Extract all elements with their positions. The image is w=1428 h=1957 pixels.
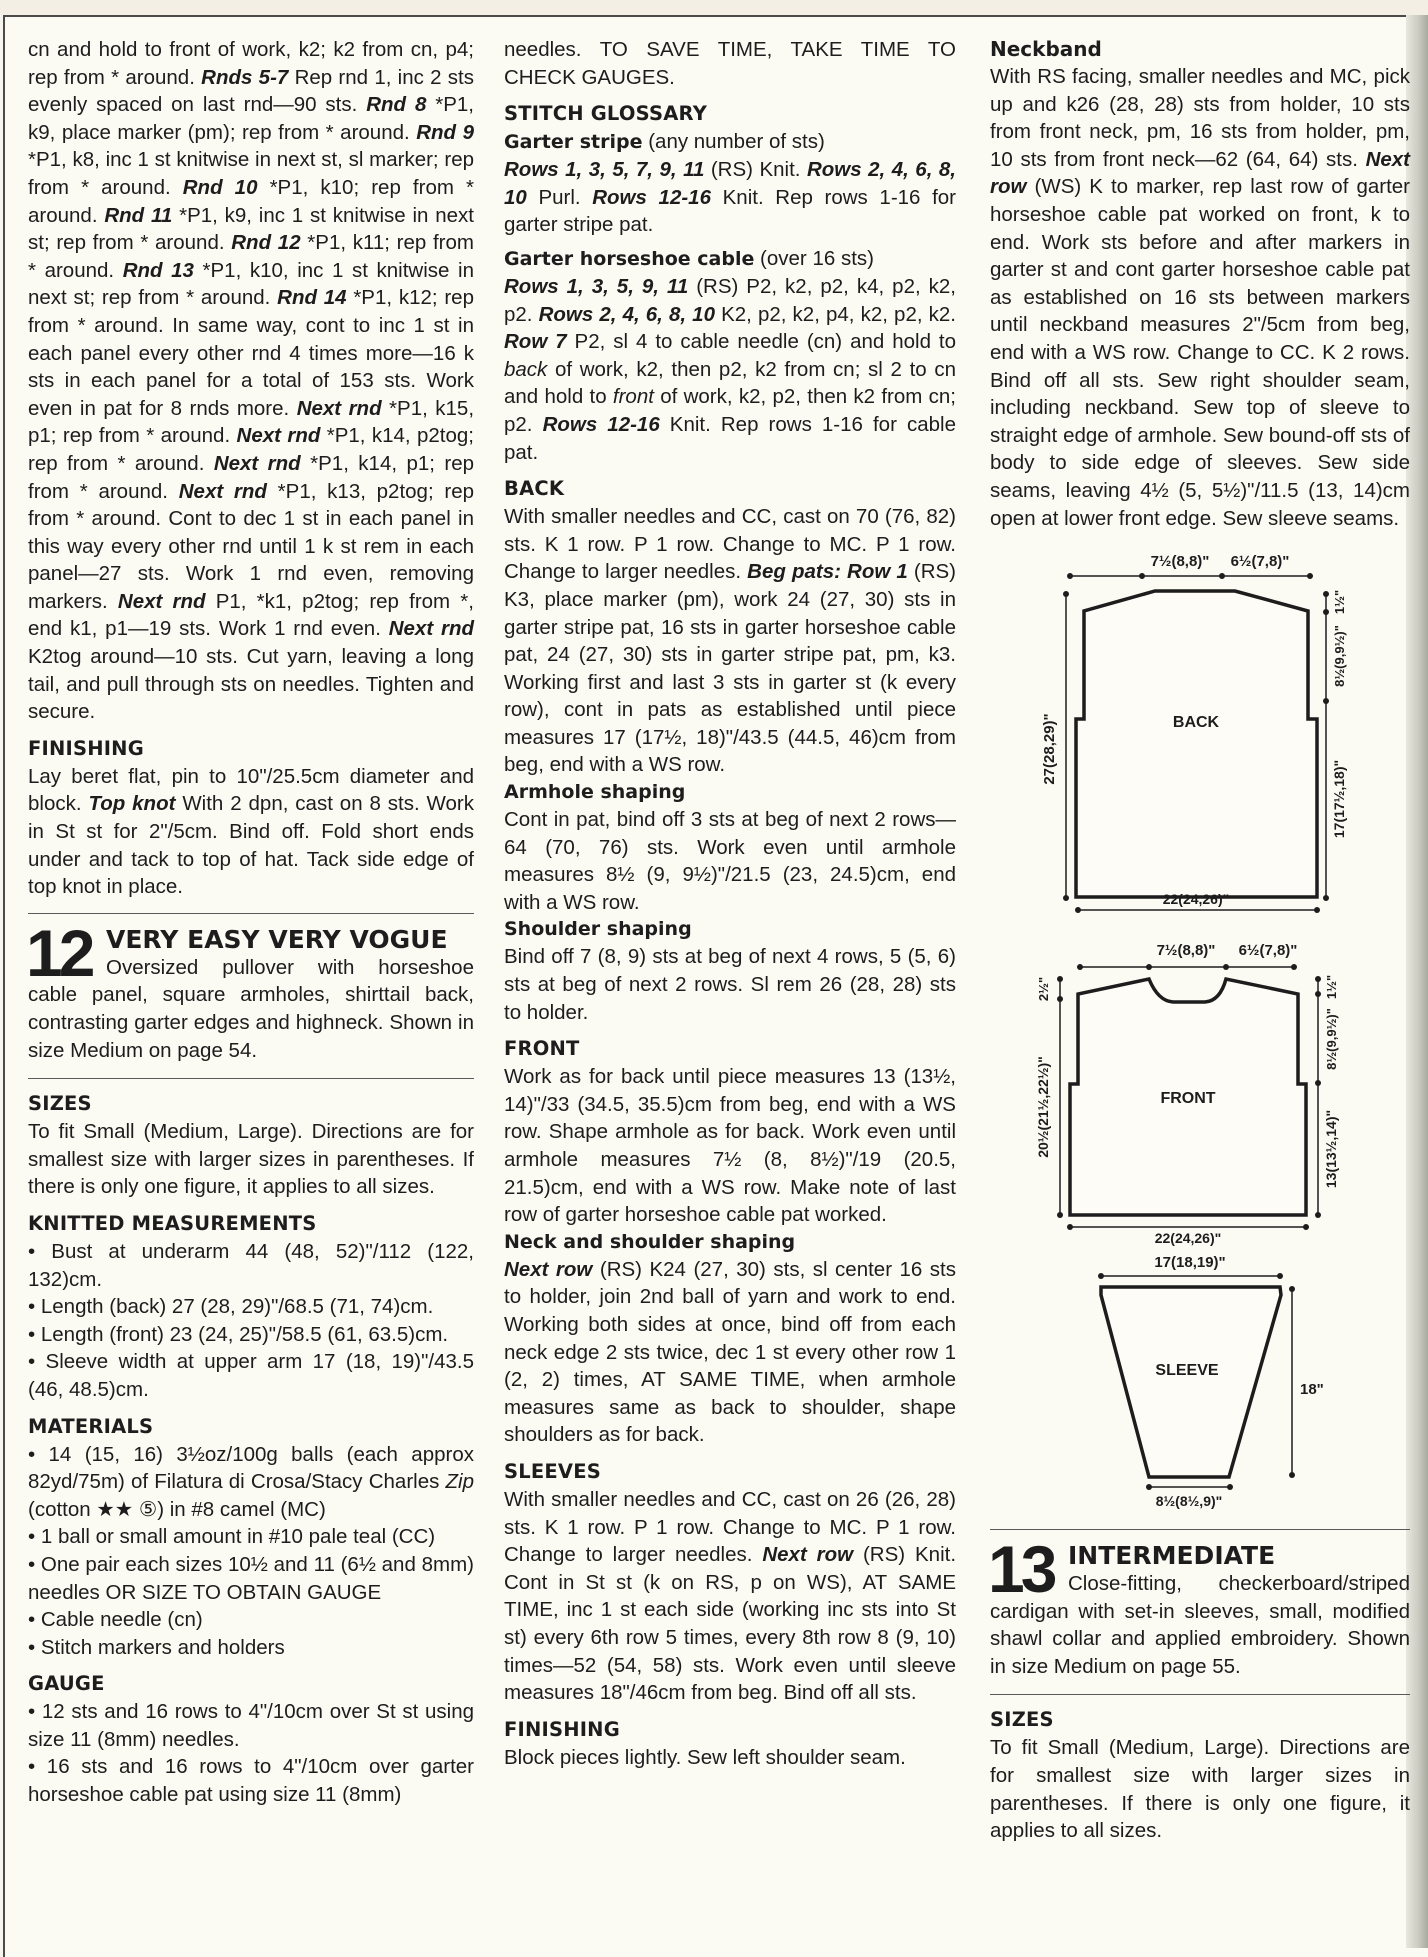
glossary-note: (any number of sts) [642, 130, 825, 154]
emphasis-label: Row 7 [504, 330, 567, 354]
emphasis-label: Top knot [88, 792, 176, 816]
emphasis-label: Rows 12-16 [592, 185, 711, 209]
section-divider [990, 1529, 1410, 1530]
glossary-horseshoe-cable [504, 273, 956, 466]
sizes-text: To fit Small (Medium, Large). Directions are for smallest size with larger sizes in parentheses. If there is only one figure, it applies to all sizes. [990, 1736, 1410, 1843]
text-run: (RS) K3, place marker (pm), work 24 (27, 30) sts in garter stripe pat, 16 sts in garter horseshoe cable pat, 24 (27, 30) sts in garter stripe pat, pm, k3. Working first and last 3 sts in garter st (k every row), cont in pats as established until piece measures 17 (17½, 18)"/43.5 (44.5, 46)cm from beg, end with a WS row. [504, 560, 957, 777]
back-neck-width-label: 7½(8,8)" [1150, 553, 1210, 571]
back-shoulder-width-label: 6½(7,8)" [1230, 553, 1290, 571]
back-shoulder-slope-label: 1½" [1332, 589, 1347, 615]
emphasis-label: Rows 12-16 [542, 412, 660, 436]
sleeve-cuff-width-label: 8½(8½,9)" [1155, 1493, 1223, 1510]
pattern-number: 12 [26, 915, 92, 990]
glossary-horseshoe-title [504, 245, 956, 273]
text-run: Purl. [526, 185, 593, 209]
yarn-name: Zip [445, 1470, 474, 1494]
section-heading-measurements: KNITTED MEASUREMENTS [28, 1211, 317, 1235]
section-divider [990, 1694, 1410, 1695]
top-margin [0, 0, 1428, 15]
pattern-description: Oversized pullover with horseshoe cable panel, square armholes, shirttail back, contrasting garter edges and highneck. Shown in size Medium on page 54. [28, 955, 474, 1062]
sleeve-length-label: 18" [1300, 1381, 1324, 1399]
text-run: With 2 dpn, cast on 8 sts. Work in St st for 2"/5cm. Bind off. Fold short ends under and tack to top of hat. Tack side edge of top knot in place. [28, 792, 475, 899]
column-3 [990, 36, 1410, 1845]
text-run: With RS facing, smaller needles and MC, pick up and k26 (28, 28) sts from holder, 10 sts from front neck, pm, 16 sts from holder, pm, 10 sts from front neck—62 (64, 64) sts. [990, 65, 1410, 171]
section-heading-finishing: FINISHING [504, 1717, 620, 1741]
emphasis-label: Rows 2, 4, 6, 8, 10 [504, 158, 956, 209]
emphasis-label: Rnd 12 [231, 231, 301, 255]
emphasis-label: Next rnd [178, 479, 267, 503]
text-run: cn and hold to front of work, k2; k2 from cn, p4; rep from * around. [28, 38, 474, 89]
text-run: (WS) K to marker, rep last row of garter horseshoe cable pat worked on front, k to end. Work sts before and after markers in garter st and cont garter horseshoe cable pat as established on 16 sts between markers until neckband measures 2"/5cm from beg, end with a WS row. Change to CC. K 2 rows. Bind off all sts. Sew right shoulder seam, including neckband. Sew top of sleeve to straight edge of armhole. Sew bound-off sts of body to side edge of sleeves. Sew side seams, leaving 4½ (5, 5½)"/11.5 (13, 14)cm open at lower front edge. Sew sleeve seams. [990, 175, 1410, 530]
text-run: *P1, k9, inc 1 st knitwise in next st; rep from * around. [28, 203, 474, 255]
italic-text: front [612, 385, 654, 409]
text-run: K2, p2, k2, p4, k2, p2, k2. [714, 302, 956, 326]
front-piece-label: FRONT [1160, 1090, 1216, 1108]
sleeve-outline [1101, 1287, 1281, 1477]
text-run: Knit. Rep rows 1-16 for garter stripe pat. [504, 185, 957, 237]
emphasis-label: Beg pats: Row 1 [747, 560, 908, 584]
text-run: Rep rnd 1, inc 2 sts evenly spaced on last rnd—90 sts. [28, 65, 474, 117]
glossary-note: (over 16 sts) [754, 246, 874, 270]
text-run: *P1, k14, p2tog; rep from * around. [28, 424, 474, 475]
front-width-label: 22(24,26)" [1154, 1230, 1222, 1247]
beret-instructions-continued [28, 36, 474, 726]
material-text: 14 (15, 16) 3½oz/100g balls (each approx 82yd/75m) of Filatura di Crosa/Stacy Charles [28, 1442, 474, 1494]
emphasis-label: Rows 2, 4, 6, 8, 10 [538, 302, 715, 326]
back-width-label: 22(24,26)" [1162, 891, 1230, 908]
glossary-garter-stripe-title [504, 128, 956, 156]
glossary-term: Garter stripe [504, 131, 643, 154]
shoulder-text: Bind off 7 (8, 9) sts at beg of next 4 rows, 5 (5, 6) sts at beg of next 2 rows. Sl rem 26 (28, 28) sts to holder. [504, 945, 956, 1024]
text-run: *P1, k11; rep from * around. [28, 231, 474, 282]
section-heading-stitch-glossary: STITCH GLOSSARY [504, 102, 708, 126]
front-text: Work as for back until piece measures 13 (13½, 14)"/33 (34.5, 35.5)cm from beg, end with a WS row. Shape armhole as for back. Work even until armhole measures 7½ (8, 8½)"/19 (20.5, 21.5)cm, end with a WS row. Make note of last row of garter horseshoe cable pat worked. [504, 1065, 956, 1227]
subheading-neck-shoulder-shaping: Neck and shoulder shaping [504, 1230, 796, 1253]
text-run: *P1, k8, inc 1 st knitwise in next st, sl marker; rep from * around. [28, 148, 474, 199]
gauge-item: • 12 sts and 16 rows to 4"/10cm over St st using size 11 (8mm) needles. [28, 1698, 474, 1753]
emphasis-label: Rows 1, 3, 5, 7, 9, 11 [504, 158, 705, 182]
text-run: K2tog around—10 sts. Cut yarn, leaving a long tail, and pull through sts on needles. Tighten and secure. [28, 645, 474, 724]
front-total-length-label: 20½(21½,22½)" [1035, 1056, 1051, 1158]
emphasis-label: Next row [990, 147, 1410, 199]
emphasis-label: Next rnd [296, 396, 382, 420]
material-item: • 1 ball or small amount in #10 pale teal (CC) [28, 1523, 474, 1551]
material-item: • Stitch markers and holders [28, 1634, 474, 1662]
section-heading-sleeves: SLEEVES [504, 1459, 601, 1483]
sleeves-text [504, 1486, 956, 1707]
section-heading-sizes: SIZES [990, 1708, 1054, 1732]
subheading-neckband: Neckband [990, 37, 1102, 61]
emphasis-label: Rnd 10 [182, 175, 258, 199]
text-run: of work, k2, then p2, k2 from cn; sl 2 to cn and hold to [504, 357, 956, 409]
text-run: of work, k2, p2, then k2 from cn; p2. [504, 385, 956, 436]
front-armhole-depth-label: 8½(9,9½)" [1324, 1008, 1339, 1070]
column-2 [504, 36, 956, 1771]
section-heading-sizes: SIZES [28, 1092, 92, 1116]
measurement-item: • Length (back) 27 (28, 29)"/68.5 (71, 74)cm. [28, 1293, 474, 1321]
measurement-item: • Length (front) 23 (24, 25)"/58.5 (61, 63.5)cm. [28, 1321, 474, 1349]
emphasis-label: Rnd 8 [366, 93, 427, 117]
neck-shaping-text [504, 1256, 956, 1449]
sleeve-top-width-label: 17(18,19)" [1154, 1254, 1226, 1272]
schematic-front [990, 937, 1410, 1247]
text-run: (RS) Knit. Cont in St st (k on RS, p on WS), AT SAME TIME, inc 1 st each side (working inc sts into St st) every 6th row 5 times, every 8th row 8 (9, 10) times—52 (54, 58) sts. Work even until sleeve measures 18"/46cm from beg. Bind off all sts. [504, 1543, 957, 1705]
front-neck-depth-label: 2½" [1036, 976, 1051, 1002]
emphasis-label: Rnds 5-7 [201, 65, 289, 89]
front-diagram [990, 937, 1410, 1247]
pattern-skill-level: VERY EASY VERY VOGUE [106, 924, 448, 954]
neckband-text [990, 63, 1410, 532]
text-run: With smaller needles and CC, cast on 26 (26, 28) sts. K 1 row. P 1 row. Change to MC. P 1 row. Change to larger needles. [504, 1487, 956, 1567]
text-run: With smaller needles and CC, cast on 70 (76, 82) sts. K 1 row. P 1 row. Change to MC. P 1 row. Change to larger needles. [504, 505, 956, 584]
emphasis-label: Rows 1, 3, 5, 9, 11 [504, 274, 689, 298]
material-item [28, 1441, 474, 1524]
section-heading-finishing: FINISHING [28, 736, 144, 760]
text-run: (RS) Knit. [704, 158, 807, 182]
pattern-description: Close-fitting, checkerboard/striped cardigan with set-in sleeves, small, modified shawl collar and applied embroidery. Shown in size Medium on page 55. [990, 1572, 1410, 1678]
text-run: Lay beret flat, pin to 10"/25.5cm diameter and block. [28, 764, 474, 816]
measurement-item: • Sleeve width at upper arm 17 (18, 19)"/43.5 (46, 48.5)cm. [28, 1348, 474, 1403]
measurement-item: • Bust at underarm 44 (48, 52)"/112 (122, 132)cm. [28, 1238, 474, 1293]
emphasis-label: Rnd 14 [277, 286, 347, 310]
material-item: • Cable needle (cn) [28, 1606, 474, 1634]
section-heading-gauge: GAUGE [28, 1672, 105, 1696]
italic-text: back [504, 357, 548, 381]
emphasis-label: Next row [504, 1257, 593, 1281]
emphasis-label: Next rnd [388, 617, 474, 641]
finishing-text: Block pieces lightly. Sew left shoulder seam. [504, 1745, 906, 1769]
back-armhole-depth-label: 8½(9,9½)" [1332, 625, 1347, 687]
emphasis-label: Next rnd [213, 451, 301, 475]
emphasis-label: Next row [762, 1543, 854, 1567]
emphasis-label: Rnd 13 [122, 258, 194, 282]
pattern-skill-level: INTERMEDIATE [1068, 1541, 1276, 1571]
gauge-item: • 16 sts and 16 rows to 4"/10cm over garter horseshoe cable pat using size 11 (8mm) [28, 1753, 474, 1808]
schematic-back [990, 544, 1410, 919]
text-run: *P1, k15, p1; rep from * around. [28, 396, 475, 448]
text-run: Knit. Rep rows 1-16 for cable pat. [504, 412, 956, 464]
emphasis-label: Rnd 9 [416, 120, 474, 144]
beret-finishing-text [28, 763, 474, 901]
text-run: P1, *k1, p2tog; rep from *, end k1, p1—19 sts. Work 1 rnd even. [28, 589, 474, 641]
emphasis-label: Next rnd [236, 424, 321, 448]
front-shoulder-width-label: 6½(7,8)" [1238, 942, 1298, 960]
section-heading-front: FRONT [504, 1037, 580, 1061]
glossary-garter-stripe [504, 156, 956, 239]
back-side-length-label: 17(17½,18)" [1331, 759, 1347, 839]
text-run: *P1, k9, place marker (pm); rep from * around. [28, 93, 474, 144]
pattern-number: 13 [988, 1532, 1054, 1607]
pattern-12-header [26, 915, 474, 990]
subheading-shoulder-shaping: Shoulder shaping [504, 918, 692, 941]
gauge-continued: needles. TO SAVE TIME, TAKE TIME TO CHECK GAUGES. [504, 38, 956, 89]
glossary-term: Garter horseshoe cable [504, 247, 755, 270]
text-run: *P1, k10, inc 1 st knitwise in next st; rep from * around. [28, 258, 474, 310]
sleeve-diagram [990, 1254, 1410, 1529]
front-side-length-label: 13(13½,14)" [1323, 1109, 1339, 1189]
section-heading-materials: MATERIALS [28, 1414, 154, 1438]
emphasis-label: Rnd 11 [104, 203, 173, 227]
back-diagram [990, 544, 1410, 919]
back-text [504, 503, 956, 779]
section-divider [28, 913, 474, 914]
armhole-text: Cont in pat, bind off 3 sts at beg of next 2 rows—64 (70, 76) sts. Work even until armhole measures 8½ (9, 9½)"/21.5 (23, 24.5)cm, end with a WS row. [504, 808, 956, 914]
text-run: (RS) K24 (27, 30) sts, sl center 16 sts to holder, join 2nd ball of yarn and work to end. Working both sides at once, bind off from each neck edge 2 sts twice, dec 1 st every other row 1 (2, 2) times, AT SAME TIME, when armhole measures same as back to shoulder, shape shoulders as for back. [504, 1257, 956, 1447]
back-total-length-label: 27(28,29)" [1041, 713, 1058, 785]
back-piece-label: BACK [1172, 714, 1220, 732]
section-heading-back: BACK [504, 477, 565, 501]
text-run: *P1, k10; rep from * around. [28, 175, 474, 227]
material-text: (cotton ★★ ⑤) in #8 camel (MC) [28, 1497, 326, 1521]
front-shoulder-slope-label: 1½" [1324, 974, 1339, 1000]
front-neck-width-label: 7½(8,8)" [1156, 942, 1216, 960]
back-outline [1076, 591, 1317, 897]
subheading-armhole-shaping: Armhole shaping [504, 781, 686, 804]
column-1 [28, 36, 474, 1809]
emphasis-label: Next rnd [117, 589, 206, 613]
text-run: P2, sl 4 to cable needle (cn) and hold to [566, 330, 956, 354]
pattern-13-header [988, 1532, 1410, 1607]
schematic-sleeve [990, 1254, 1410, 1529]
text-run: *P1, k14, p1; rep from * around. [28, 451, 475, 503]
section-divider [28, 1078, 474, 1079]
sleeve-piece-label: SLEEVE [1155, 1362, 1219, 1380]
text-run: (RS) P2, k2, p2, k4, p2, k2, p2. [504, 274, 956, 326]
text-run: *P1, k12; rep from * around. In same way, cont to inc 1 st in each panel every other rnd 4 times more—16 k sts in each panel for a total of 153 sts. Work even in pat for 8 rnds more. [28, 286, 474, 420]
text-run: *P1, k13, p2tog; rep from * around. Cont to dec 1 st in each panel in this way every other rnd until 1 k st rem in each panel—27 sts. Work 1 rnd even, removing markers. [28, 479, 475, 613]
material-item: • One pair each sizes 10½ and 11 (6½ and 8mm) needles OR SIZE TO OBTAIN GAUGE [28, 1551, 474, 1606]
sizes-text: To fit Small (Medium, Large). Directions are for smallest size with larger sizes in parentheses. If there is only one figure, it applies to all sizes. [28, 1120, 474, 1199]
